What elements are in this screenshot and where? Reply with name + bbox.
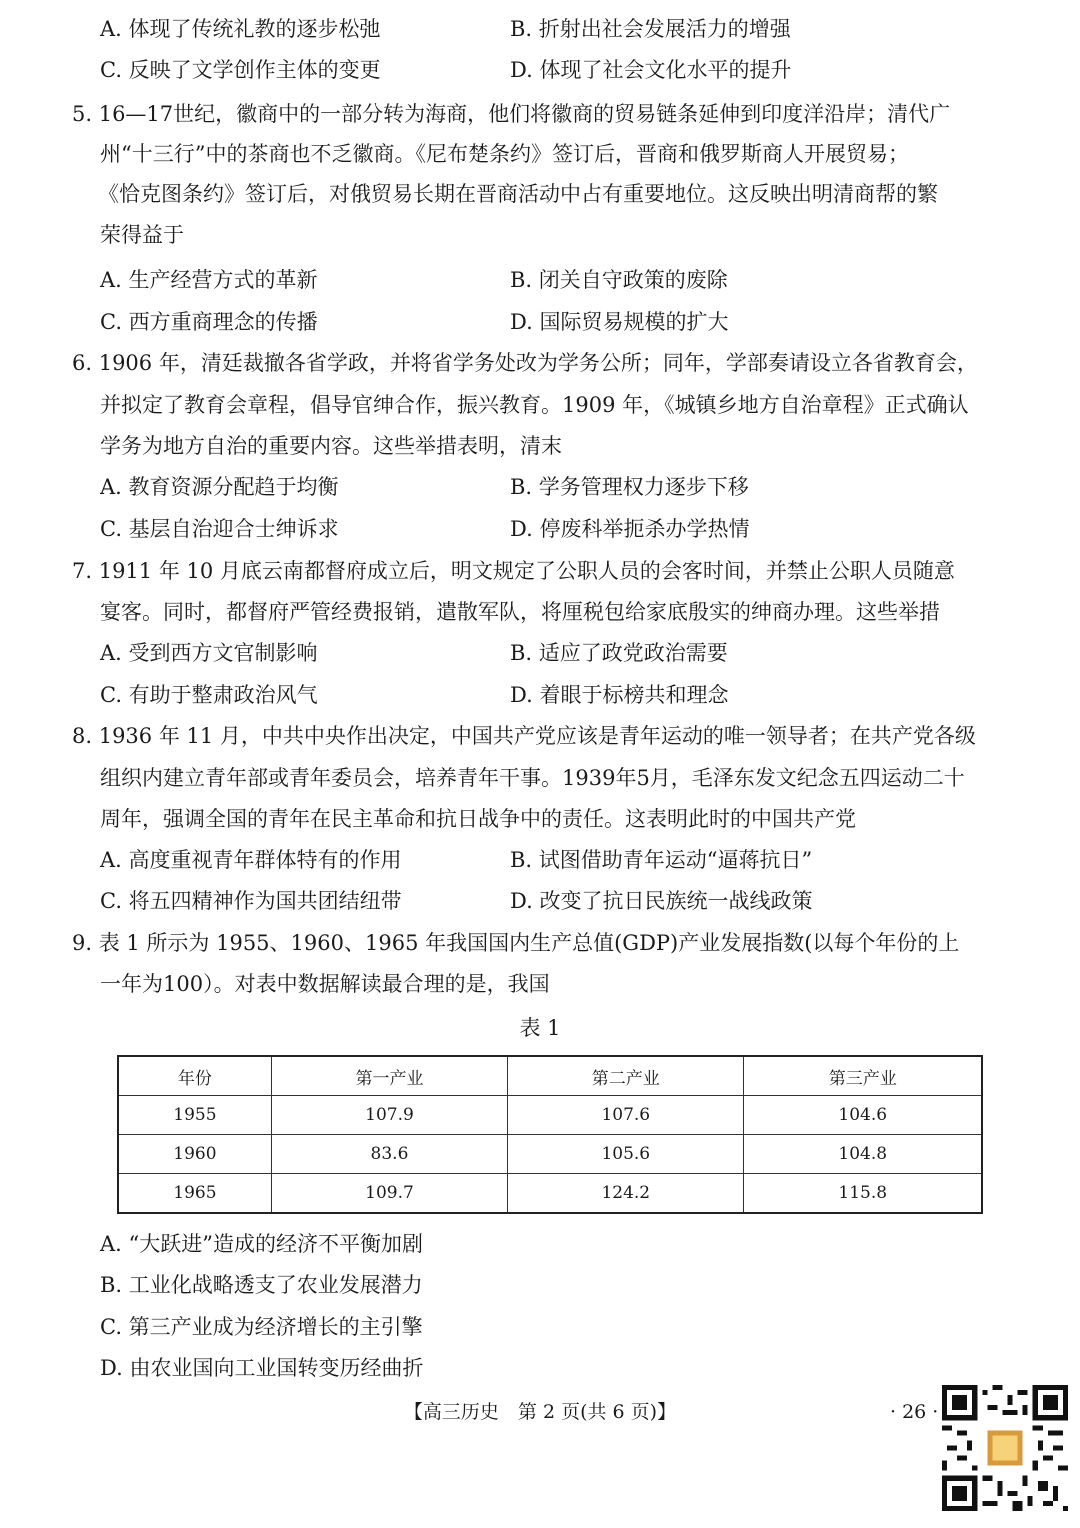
q5-stem-line-4: 荣得益于 xyxy=(100,223,184,247)
q7-stem-line-2: 宴客。同时，都督府严管经费报销，遣散军队，将厘税包给家底殷实的绅商办理。这些举措 xyxy=(100,600,940,624)
gdp-index-table xyxy=(117,1055,983,1214)
table-cell: 104.8 xyxy=(744,1135,982,1174)
table-cell: 1965 xyxy=(118,1174,271,1214)
page-footer: 【高三历史 第 2 页(共 6 页)】 xyxy=(403,1401,677,1423)
q7-option-a: A. 受到西方文官制影响 xyxy=(100,641,318,665)
q7-option-b: B. 适应了政党政治需要 xyxy=(510,641,728,665)
q8-option-c: C. 将五四精神作为国共团结纽带 xyxy=(100,889,402,913)
q5-option-a: A. 生产经营方式的革新 xyxy=(100,268,318,292)
q8-stem-line-3: 周年，强调全国的青年在民主革命和抗日战争中的责任。这表明此时的中国共产党 xyxy=(100,807,856,831)
q7-option-c: C. 有助于整肃政治风气 xyxy=(100,683,318,707)
table-cell: 107.6 xyxy=(508,1096,744,1135)
table-cell: 109.7 xyxy=(271,1174,507,1214)
q5-option-c: C. 西方重商理念的传播 xyxy=(100,310,318,334)
table-cell: 105.6 xyxy=(508,1135,744,1174)
q7-stem-line-1: 7. 1911 年 10 月底云南都督府成立后，明文规定了公职人员的会客时间，并禁止公职人员随意 xyxy=(72,559,955,583)
table-header-cell: 年份 xyxy=(118,1056,271,1096)
q9-option-a: A. “大跃进”造成的经济不平衡加剧 xyxy=(100,1232,423,1256)
q9-stem-line-1: 9. 表 1 所示为 1955、1960、1965 年我国国内生产总值(GDP)产业发展指数(以每个年份的上 xyxy=(72,931,960,955)
q9-stem-line-2: 一年为100）。对表中数据解读最合理的是，我国 xyxy=(100,972,550,996)
q8-option-d: D. 改变了抗日民族统一战线政策 xyxy=(510,889,813,913)
q4-option-a: A. 体现了传统礼教的逐步松弛 xyxy=(100,17,381,41)
q8-stem-line-2: 组织内建立青年部或青年委员会，培养青年干事。1939年5月，毛泽东发文纪念五四运动二十 xyxy=(100,766,965,790)
q4-option-d: D. 体现了社会文化水平的提升 xyxy=(510,58,792,82)
q6-stem-line-3: 学务为地方自治的重要内容。这些举措表明，清末 xyxy=(100,434,562,458)
qr-code-icon xyxy=(942,1385,1068,1511)
q9-option-b: B. 工业化战略透支了农业发展潜力 xyxy=(100,1273,423,1297)
table-row xyxy=(118,1174,982,1214)
page-code: · 26 · xyxy=(890,1401,939,1423)
q7-option-d: D. 着眼于标榜共和理念 xyxy=(510,683,729,707)
table-cell: 104.6 xyxy=(744,1096,982,1135)
table-cell: 124.2 xyxy=(508,1174,744,1214)
table-header-cell: 第三产业 xyxy=(744,1056,982,1096)
table-cell: 1960 xyxy=(118,1135,271,1174)
table-cell: 83.6 xyxy=(271,1135,507,1174)
table-row xyxy=(118,1135,982,1174)
q5-stem-line-2: 州“十三行”中的茶商也不乏徽商。《尼布楚条约》签订后，晋商和俄罗斯商人开展贸易； xyxy=(100,142,909,166)
q8-stem-line-1: 8. 1936 年 11 月，中共中央作出决定，中国共产党应该是青年运动的唯一领导者；在共产党各级 xyxy=(72,724,976,748)
q6-stem-line-2: 并拟定了教育会章程，倡导官绅合作，振兴教育。1909 年，《城镇乡地方自治章程》正式确认 xyxy=(100,393,969,417)
table-row xyxy=(118,1096,982,1135)
q8-option-a: A. 高度重视青年群体特有的作用 xyxy=(100,848,402,872)
q9-option-c: C. 第三产业成为经济增长的主引擎 xyxy=(100,1315,423,1339)
table-caption: 表 1 xyxy=(519,1016,561,1040)
q4-option-b: B. 折射出社会发展活力的增强 xyxy=(510,17,791,41)
q8-option-b: B. 试图借助青年运动“逼蒋抗日” xyxy=(510,848,813,872)
table-header-cell: 第二产业 xyxy=(508,1056,744,1096)
table-cell: 115.8 xyxy=(744,1174,982,1214)
table-header-cell: 第一产业 xyxy=(271,1056,507,1096)
q5-option-d: D. 国际贸易规模的扩大 xyxy=(510,310,729,334)
q5-option-b: B. 闭关自守政策的废除 xyxy=(510,268,728,292)
q5-stem-line-1: 5. 16—17世纪，徽商中的一部分转为海商，他们将徽商的贸易链条延伸到印度洋沿岸；清代广 xyxy=(72,102,951,126)
q5-stem-line-3: 《恰克图条约》签订后，对俄贸易长期在晋商活动中占有重要地位。这反映出明清商帮的繁 xyxy=(98,182,938,206)
table-cell: 107.9 xyxy=(271,1096,507,1135)
q6-option-c: C. 基层自治迎合士绅诉求 xyxy=(100,517,339,541)
table-cell: 1955 xyxy=(118,1096,271,1135)
q6-option-a: A. 教育资源分配趋于均衡 xyxy=(100,475,339,499)
q6-stem-line-1: 6. 1906 年，清廷裁撤各省学政，并将省学务处改为学务公所；同年，学部奏请设立各省教育会， xyxy=(72,351,978,375)
q6-option-d: D. 停废科举扼杀办学热情 xyxy=(510,517,750,541)
table-header-row xyxy=(118,1056,982,1096)
q6-option-b: B. 学务管理权力逐步下移 xyxy=(510,475,749,499)
q9-option-d: D. 由农业国向工业国转变历经曲折 xyxy=(100,1356,424,1380)
q4-option-c: C. 反映了文学创作主体的变更 xyxy=(100,58,381,82)
